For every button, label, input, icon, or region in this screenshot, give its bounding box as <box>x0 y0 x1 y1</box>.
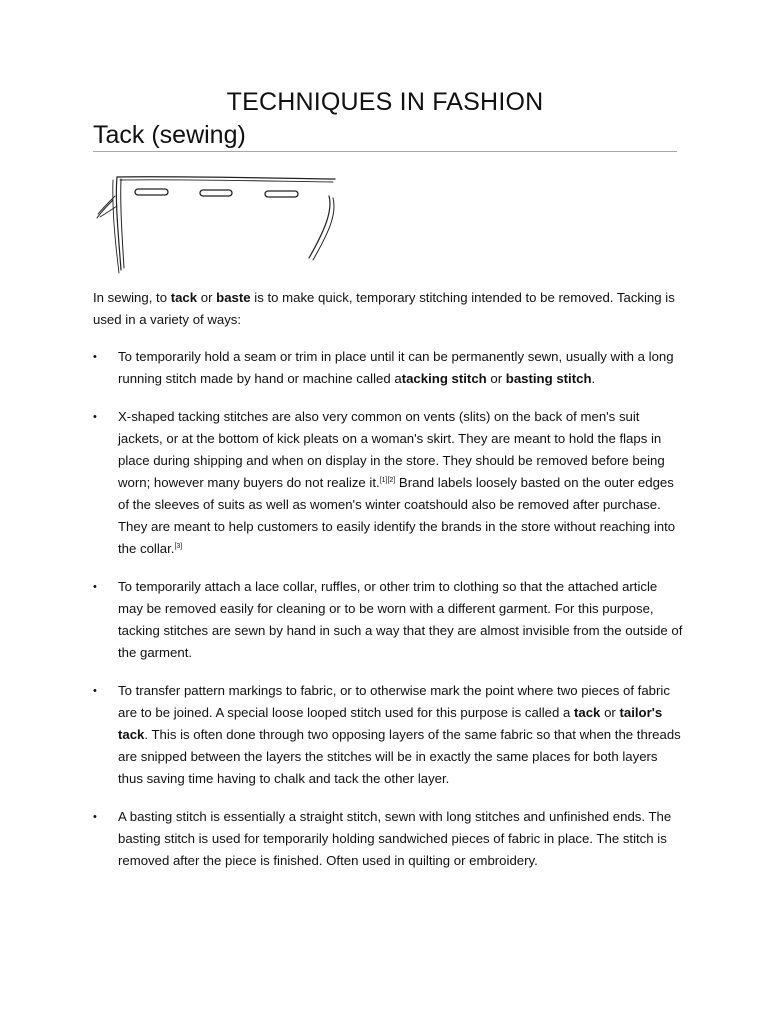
intro-text: is to make quick, temporary stitching intended to be removed. Tacking is used in a variety of ways: <box>93 290 675 327</box>
intro-text: In sewing, to <box>93 290 171 305</box>
bullet-icon: • <box>93 351 97 363</box>
document-title: TECHNIQUES IN FASHION <box>226 88 544 116</box>
list-item-text: . <box>591 371 596 386</box>
term-tack: tack <box>574 705 601 720</box>
reference-link[interactable]: [1][2] <box>379 477 396 484</box>
bullet-icon: • <box>93 811 97 823</box>
list-item <box>93 806 683 872</box>
list-item-text: To temporarily attach a lace collar, ruffles, or other trim to clothing so that the attached article may be removed easily for cleaning or to be worn with a different garment. For this purpose, tacking stitches are sewn by hand in such a way that they are almost invisible from the outside of the garment. <box>118 579 683 660</box>
bullet-icon: • <box>93 411 97 423</box>
term-tack: tack <box>170 290 198 305</box>
tacking-stitch-illustration <box>93 170 343 280</box>
list-item-text: or <box>486 371 506 386</box>
list-item-text: X-shaped tacking stitches are also very common on vents (slits) on the back of men's suit jackets, or at the bottom of kick pleats on a woman's skirt. They are meant to hold the flaps in place during shipping and when on display in the store. They should be removed before being worn; however many buyers do not realize it. <box>118 409 665 490</box>
term-tacking-stitch: tacking stitch <box>401 371 487 386</box>
list-item <box>93 576 683 664</box>
reference-link[interactable]: [3] <box>174 543 183 550</box>
term-baste: baste <box>216 290 251 305</box>
bullet-icon: • <box>93 685 97 697</box>
term-tailors-tack: tailor's tack <box>118 705 663 742</box>
tacking-stitch-icon <box>93 170 343 280</box>
bullet-icon: • <box>93 581 97 593</box>
section-heading: Tack (sewing) <box>93 119 677 152</box>
intro-text: or <box>197 290 217 305</box>
list-item-text: or <box>600 705 620 720</box>
list-item-text: . This is often done through two opposing layers of the same fabric so that when the threads are snipped between the layers the stitches will be in exactly the same places for both layers thus saving time having to chalk and tack the other layer. <box>118 727 681 786</box>
uses-list <box>93 346 683 872</box>
list-item-text: To temporarily hold a seam or trim in place until it can be permanently sewn, usually with a long running stitch made by hand or machine called a <box>118 349 674 386</box>
intro-paragraph <box>93 287 683 331</box>
list-item <box>93 680 683 790</box>
term-basting-stitch: basting stitch <box>505 371 592 386</box>
list-item-text: Brand labels loosely basted on the outer edges of the sleeves of suits as well as women's winter coatshould also be removed after purchase. They are meant to help customers to easily identify the brands in the store without reaching into the collar. <box>118 475 676 556</box>
list-item-text: To transfer pattern markings to fabric, or to otherwise mark the point where two pieces of fabric are to be joined. A special loose looped stitch used for this purpose is called a <box>118 683 670 720</box>
list-item <box>93 406 683 560</box>
list-item-text: A basting stitch is essentially a straight stitch, sewn with long stitches and unfinished ends. The basting stitch is used for temporarily holding sandwiched pieces of fabric in place. The stitch is removed after the piece is finished. Often used in quilting or embroidery. <box>118 809 672 868</box>
list-item <box>93 346 683 390</box>
